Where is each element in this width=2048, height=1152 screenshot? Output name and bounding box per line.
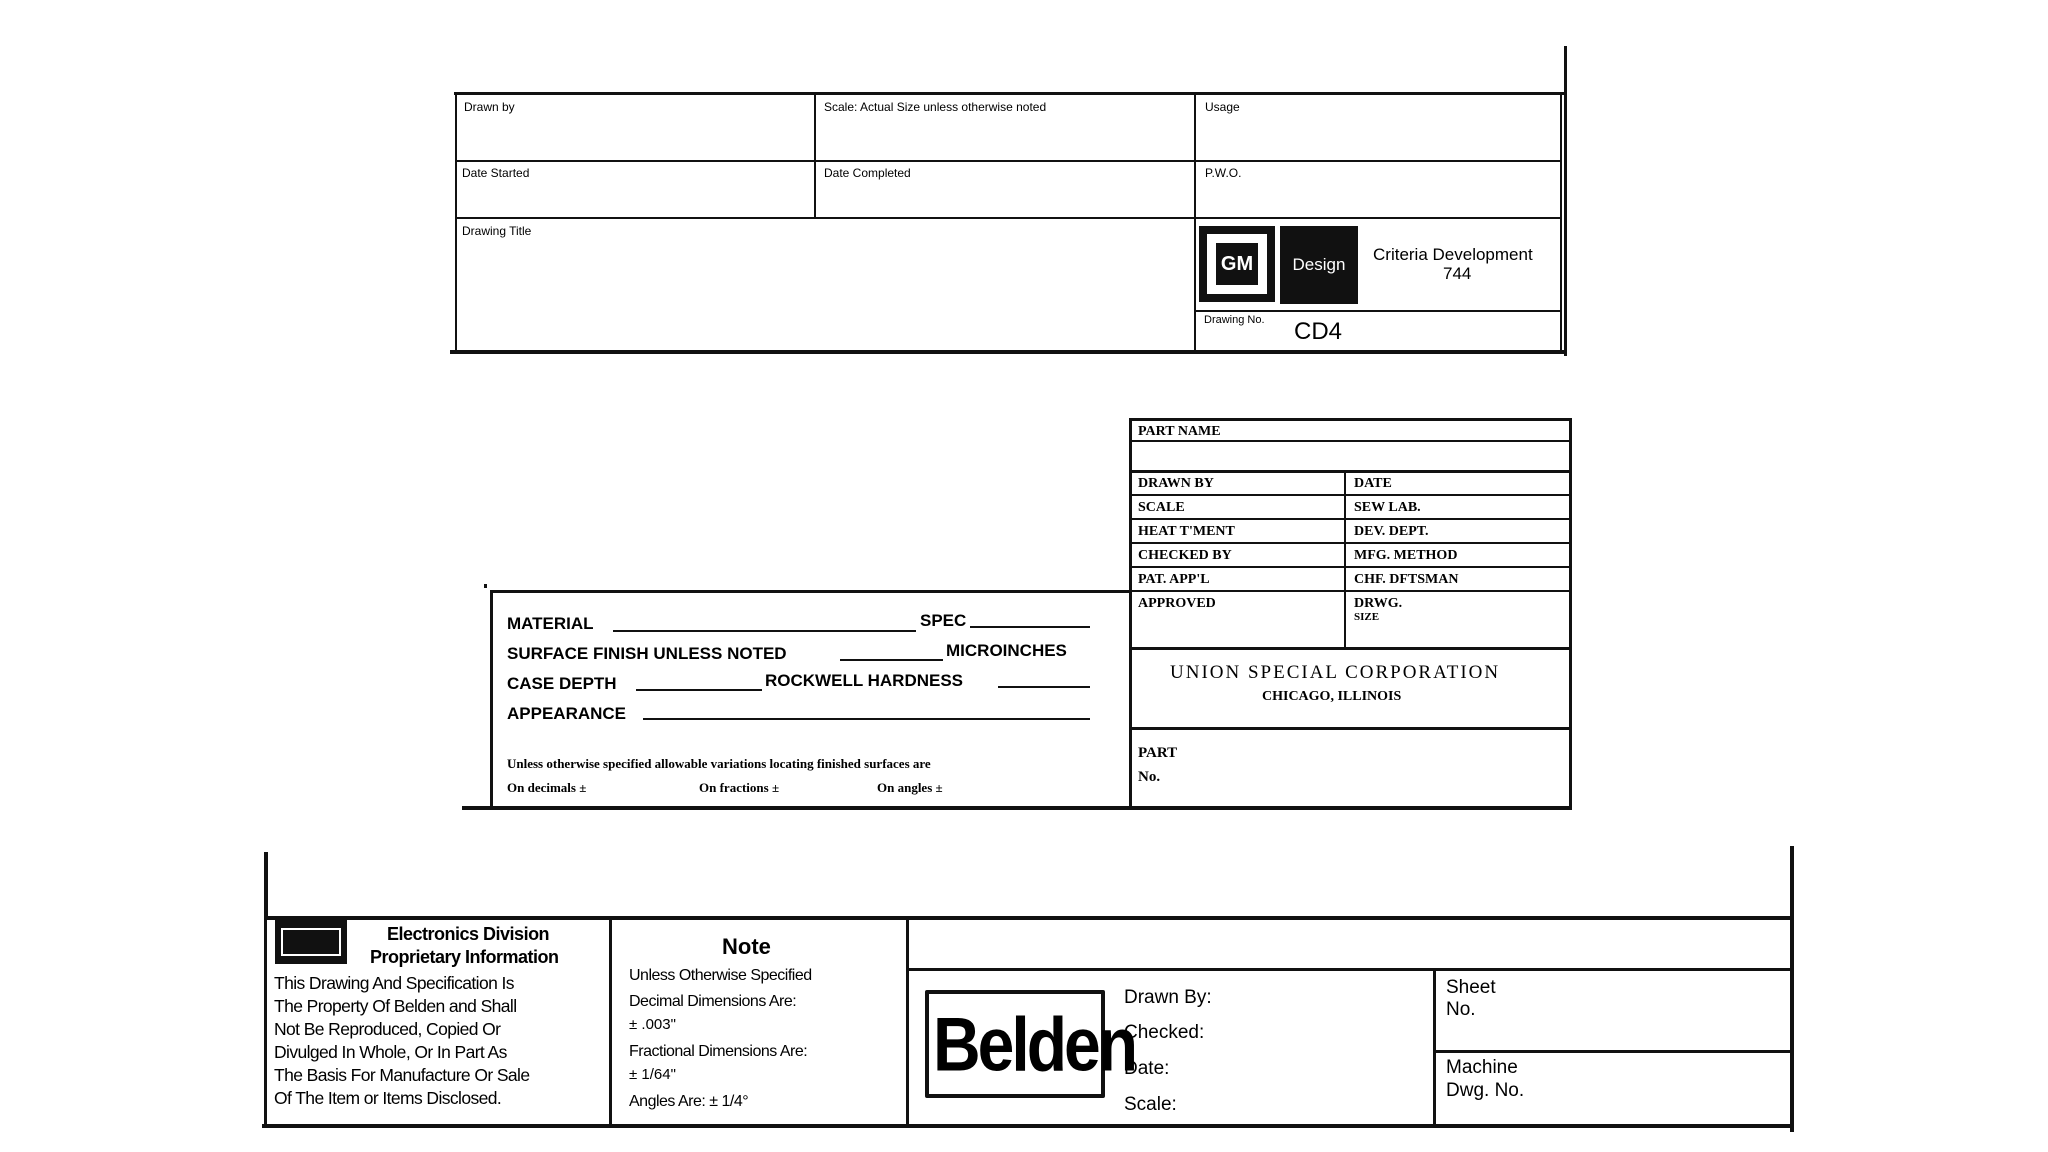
- note-line3: ± .003": [629, 1016, 676, 1033]
- pat-appl-row: PAT. APP'L: [1138, 572, 1210, 587]
- note-line2: Decimal Dimensions Are:: [629, 993, 797, 1010]
- heat-treatment-row: HEAT T'MENT: [1138, 524, 1235, 539]
- property-line3: Not Be Reproduced, Copied Or: [274, 1019, 501, 1039]
- date-field: Date:: [1124, 1058, 1170, 1079]
- appearance-label: APPEARANCE: [507, 704, 627, 723]
- surface-finish-label: SURFACE FINISH UNLESS NOTED: [507, 644, 787, 663]
- note-line4: Fractional Dimensions Are:: [629, 1043, 808, 1060]
- dev-dept-row: DEV. DEPT.: [1354, 524, 1429, 539]
- usage-label: Usage: [1205, 100, 1240, 114]
- pwo-label: P.W.O.: [1205, 166, 1242, 180]
- property-line4: Divulged In Whole, Or In Part As: [274, 1042, 507, 1062]
- spec-label: SPEC: [920, 611, 967, 630]
- company-name: UNION SPECIAL CORPORATION: [1170, 662, 1501, 683]
- scale-field: Scale:: [1124, 1094, 1177, 1115]
- on-fractions: On fractions ±: [699, 780, 780, 795]
- sheet-label: Sheet: [1446, 977, 1496, 998]
- mfg-method-row: MFG. METHOD: [1354, 548, 1458, 563]
- division-line1: Electronics Division: [387, 924, 550, 944]
- part-name-label: PART NAME: [1138, 424, 1221, 439]
- sew-lab-row: SEW LAB.: [1354, 500, 1421, 515]
- note-line6: Angles Are: ± 1/4°: [629, 1093, 749, 1110]
- microinches-label: MICROINCHES: [946, 641, 1067, 660]
- gm-logo: GM: [1199, 226, 1275, 302]
- checked-field: Checked:: [1124, 1022, 1205, 1043]
- note-line5: ± 1/64": [629, 1066, 676, 1083]
- variations-text: Unless otherwise specified allowable variations locating finished surfaces are: [507, 756, 931, 771]
- part-label: PART: [1138, 745, 1178, 761]
- sheet-no-label: No.: [1446, 999, 1476, 1020]
- size-label: SIZE: [1354, 611, 1380, 623]
- rockwell-label: ROCKWELL HARDNESS: [765, 671, 964, 690]
- property-line1: This Drawing And Specification Is: [274, 973, 514, 993]
- material-label: MATERIAL: [507, 614, 594, 633]
- property-line2: The Property Of Belden and Shall: [274, 996, 517, 1016]
- part-no-label: No.: [1138, 769, 1161, 785]
- property-line6: Of The Item or Items Disclosed.: [274, 1088, 502, 1108]
- drawn-by-label: Drawn by: [464, 100, 515, 114]
- division-line2: Proprietary Information: [370, 947, 559, 967]
- belden-logo: Belden: [925, 990, 1105, 1098]
- criteria-line1: Criteria Development: [1373, 245, 1533, 264]
- date-row: DATE: [1354, 476, 1392, 491]
- drwg-label: DRWG.: [1354, 596, 1403, 611]
- note-title: Note: [722, 934, 771, 959]
- scale-label: Scale: Actual Size unless otherwise noted: [824, 100, 1047, 114]
- design-logo: Design: [1280, 226, 1358, 304]
- checked-by-row: CHECKED BY: [1138, 548, 1232, 563]
- dwg-no-label: Dwg. No.: [1446, 1080, 1525, 1101]
- drawing-no-label: Drawing No.: [1204, 314, 1265, 326]
- case-depth-label: CASE DEPTH: [507, 674, 617, 693]
- property-line5: The Basis For Manufacture Or Sale: [274, 1065, 530, 1085]
- chf-dftsman-row: CHF. DFTSMAN: [1354, 572, 1459, 587]
- drawn-by-row: DRAWN BY: [1138, 476, 1214, 491]
- date-completed-label: Date Completed: [824, 166, 911, 180]
- electronics-division-logo: [275, 920, 347, 964]
- on-angles: On angles ±: [877, 780, 943, 795]
- drawing-no-value: CD4: [1294, 318, 1343, 345]
- machine-label: Machine: [1446, 1057, 1518, 1078]
- company-city: CHICAGO, ILLINOIS: [1262, 689, 1402, 704]
- drawing-title-label: Drawing Title: [462, 224, 532, 238]
- on-decimals: On decimals ±: [507, 780, 587, 795]
- approved-row: APPROVED: [1138, 596, 1216, 611]
- criteria-line2: 744: [1443, 264, 1472, 283]
- scale-row: SCALE: [1138, 500, 1185, 515]
- drawn-by-field: Drawn By:: [1124, 987, 1212, 1008]
- note-line1: Unless Otherwise Specified: [629, 967, 812, 984]
- date-started-label: Date Started: [462, 166, 530, 180]
